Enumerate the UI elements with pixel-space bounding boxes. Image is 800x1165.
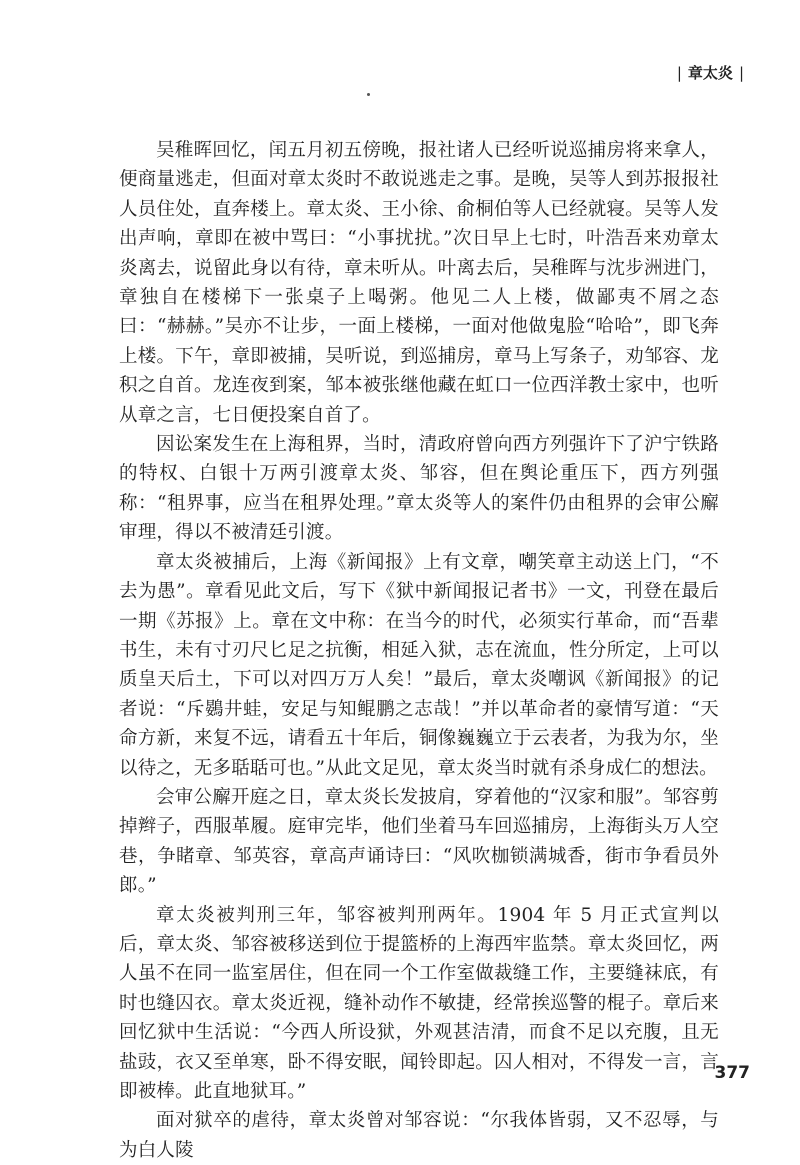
print-speck [367,93,370,96]
header-bar-right: | [738,64,744,82]
chapter-title: 章太炎 [687,64,733,82]
paragraph: 面对狱卒的虐待，章太炎曾对邹容说：“尔我体皆弱，又不忍辱，与为白人陵 [119,1110,719,1161]
paragraph: 章太炎被捕后，上海《新闻报》上有文章，嘲笑章主动送上门，“不去为愚”。章看见此文后，写下《狱中新闻报记者书》一文，刊登在最后一期《苏报》上。章在文中称：在当今的时代，必须实行革命，而“吾辈书生，未有寸刃尺匕足之抗衡，相延入狱，志在流血，性分所定，上可以质皇天后土，下可以对四万万人矣！”最后，章太炎嘲讽《新闻报》的记者说：“斥鷃井蛙，安足与知鲲鹏之志哉！”并以革命者的豪情写道：“天命方新，来复不远，请看五十年后，铜像巍巍立于云表者，为我为尔，坐以待之，无多聒聒可也。”从此文足见，章太炎当时就有杀身成仁的想法。 [119,551,719,779]
page-number: 377 [714,1063,750,1083]
paragraph: 吴稚晖回忆，闰五月初五傍晚，报社诸人已经听说巡捕房将来拿人，便商量逃走，但面对章太炎时不敢说逃走之事。是晚，吴等人到苏报报社人员住处，直奔楼上。章太炎、王小徐、俞桐伯等人已经就寝。吴等人发出声响，章即在被中骂曰：“小事扰扰。”次日早上七时，叶浩吾来劝章太炎离去，说留此身以有待，章未听从。叶离去后，吴稚晖与沈步洲进门，章独自在楼梯下一张桌子上喝粥。他见二人上楼，做鄙夷不屑之态曰：“赫赫。”吴亦不让步，一面上楼梯，一面对他做鬼脸“哈哈”，即飞奔上楼。下午，章即被捕，吴听说，到巡捕房，章马上写条子，劝邹容、龙积之自首。龙连夜到案，邹本被张继他藏在虹口一位西洋教士家中，也听从章之言，七日便投案自首了。 [119,140,719,426]
paragraph: 章太炎被判刑三年，邹容被判刑两年。1904 年 5 月正式宣判以后，章太炎、邹容被移送到位于提篮桥的上海西牢监禁。章太炎回忆，两人虽不在同一监室居住，但在同一个工作室做裁缝工作，主要缝袜底，有时也缝囚衣。章太炎近视，缝补动作不敏捷，经常挨巡警的棍子。章后来回忆狱中生活说：“今西人所设狱，外观甚洁清，而食不足以充腹，且无盐豉，衣又至单寒，卧不得安眠，闻铃即起。囚人相对，不得发一言，言即被棒。此直地狱耳。” [119,904,719,1102]
paragraph: 因讼案发生在上海租界，当时，清政府曾向西方列强许下了沪宁铁路的特权、白银十万两引渡章太炎、邹容，但在舆论重压下，西方列强称：“租界事，应当在租界处理。”章太炎等人的案件仍由租界的会审公廨审理，得以不被清廷引渡。 [119,434,719,544]
paragraph: 会审公廨开庭之日，章太炎长发披肩，穿着他的“汉家和服”。邹容剪掉辫子，西服革履。庭审完毕，他们坐着马车回巡捕房，上海街头万人空巷，争睹章、邹英容，章高声诵诗曰：“风吹枷锁满城香，街市争看员外郎。” [119,786,719,897]
running-header [671,62,750,83]
body-text [119,136,719,1165]
header-bar-left: | [676,64,682,82]
